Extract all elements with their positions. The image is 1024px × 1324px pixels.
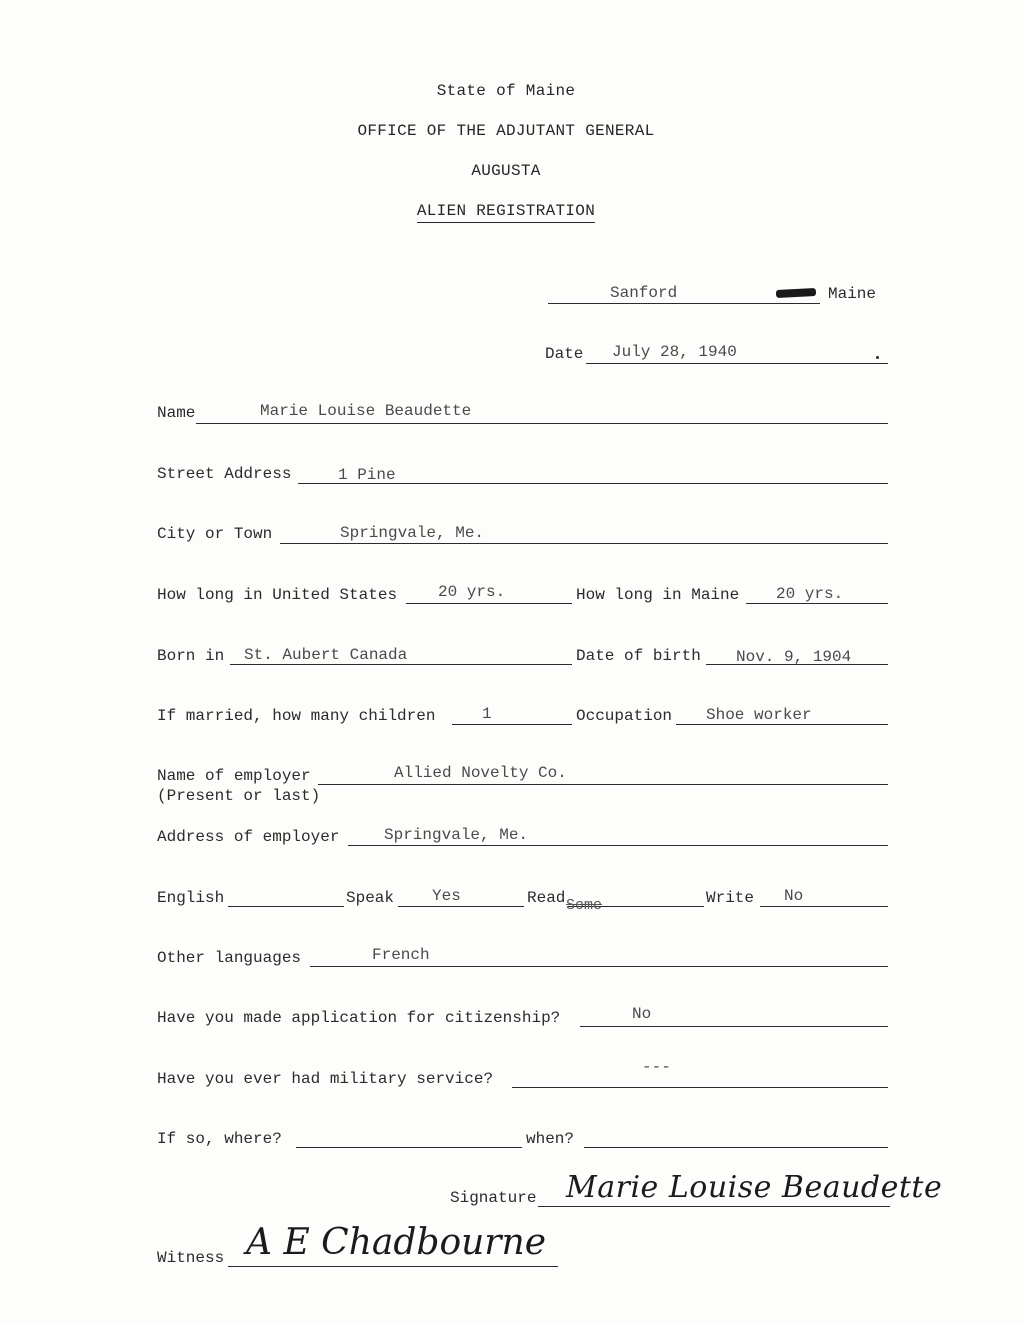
- street-value: 1 Pine: [338, 466, 396, 484]
- employer-label: Name of employer: [157, 767, 311, 785]
- write-line: [760, 906, 888, 907]
- military-label: Have you ever had military service?: [157, 1070, 494, 1088]
- name-label: Name: [157, 404, 196, 422]
- place-value: Sanford: [610, 284, 678, 302]
- signature-label: Signature: [450, 1189, 537, 1207]
- street-label: Street Address: [157, 465, 292, 483]
- place-suffix: Maine: [828, 285, 877, 303]
- citizenship-line: [580, 1026, 888, 1027]
- date-line: [586, 363, 888, 364]
- witness-line: [228, 1266, 558, 1267]
- office-heading: OFFICE OF THE ADJUTANT GENERAL: [357, 122, 655, 140]
- date-value: July 28, 1940: [612, 343, 737, 361]
- us-years-value: 20 yrs.: [438, 583, 506, 601]
- military-line: [512, 1087, 888, 1088]
- employer-sublabel: (Present or last): [157, 787, 321, 805]
- name-value: Marie Louise Beaudette: [260, 402, 472, 420]
- english-label: English: [157, 889, 225, 907]
- english-line: [228, 906, 344, 907]
- children-label: If married, how many children: [157, 707, 436, 725]
- state-heading: State of Maine: [436, 82, 576, 100]
- other-languages-label: Other languages: [157, 949, 302, 967]
- write-label: Write: [706, 889, 755, 907]
- read-value: Some: [566, 897, 603, 914]
- city-value: Springvale, Me.: [340, 524, 485, 542]
- read-label: Read: [527, 889, 566, 907]
- write-value: No: [784, 887, 804, 905]
- ink-smudge: [776, 288, 816, 298]
- children-value: 1: [482, 705, 492, 723]
- when-line: [584, 1147, 888, 1148]
- citizenship-value: No: [632, 1005, 652, 1023]
- employer-value: Allied Novelty Co.: [394, 764, 567, 782]
- employer-address-label: Address of employer: [157, 828, 340, 846]
- other-languages-line: [310, 966, 888, 967]
- date-label: Date: [545, 345, 584, 363]
- children-line: [452, 724, 572, 725]
- applicant-signature: Marie Louise Beaudette: [566, 1170, 943, 1205]
- occupation-line: [676, 724, 888, 725]
- dob-label: Date of birth: [576, 647, 701, 665]
- date-period: [876, 356, 879, 359]
- speak-line: [398, 906, 524, 907]
- witness-label: Witness: [157, 1249, 225, 1267]
- dob-value: Nov. 9, 1904: [736, 648, 852, 666]
- signature-line: [538, 1206, 890, 1207]
- maine-years-value: 20 yrs.: [776, 585, 844, 603]
- us-years-line: [406, 603, 572, 604]
- speak-label: Speak: [346, 889, 395, 907]
- city-heading: AUGUSTA: [471, 162, 541, 180]
- when-label: when?: [526, 1130, 575, 1148]
- place-line: [548, 303, 820, 304]
- occupation-label: Occupation: [576, 707, 673, 725]
- where-label: If so, where?: [157, 1130, 282, 1148]
- employer-line: [318, 784, 888, 785]
- name-line: [196, 423, 888, 424]
- speak-value: Yes: [432, 887, 461, 905]
- maine-years-line: [746, 603, 888, 604]
- witness-signature: A E Chadbourne: [246, 1222, 547, 1263]
- employer-address-value: Springvale, Me.: [384, 826, 529, 844]
- employer-address-line: [348, 845, 888, 846]
- city-label: City or Town: [157, 525, 273, 543]
- where-line: [296, 1147, 522, 1148]
- born-label: Born in: [157, 647, 225, 665]
- other-languages-value: French: [372, 946, 430, 964]
- citizenship-label: Have you made application for citizenship?: [157, 1009, 561, 1027]
- born-value: St. Aubert Canada: [244, 646, 408, 664]
- born-line: [230, 664, 572, 665]
- city-line: [280, 543, 888, 544]
- military-value: ---: [642, 1058, 671, 1076]
- maine-years-label: How long in Maine: [576, 586, 740, 604]
- form-title: ALIEN REGISTRATION: [0, 202, 1012, 220]
- occupation-value: Shoe worker: [706, 706, 812, 724]
- us-years-label: How long in United States: [157, 586, 398, 604]
